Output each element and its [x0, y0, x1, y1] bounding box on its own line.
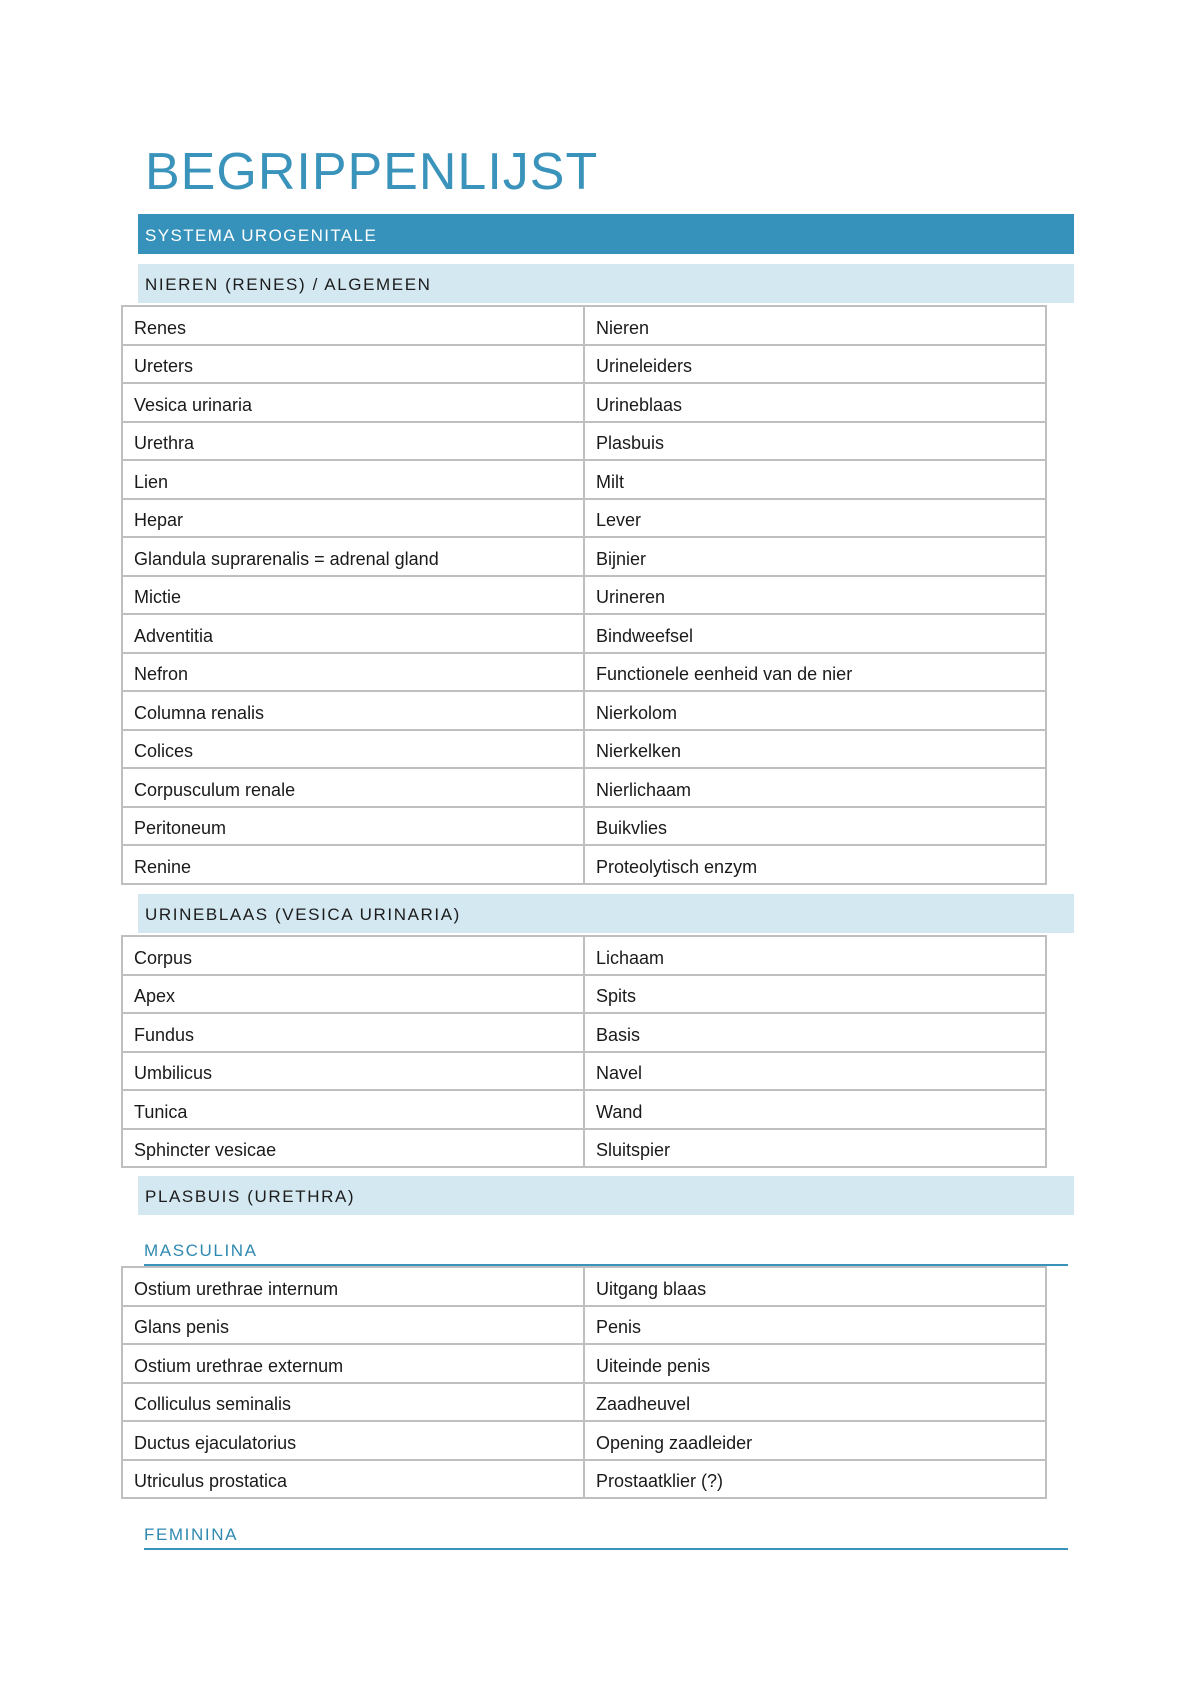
term-latin: Glans penis	[122, 1306, 584, 1345]
term-latin: Renes	[122, 306, 584, 345]
table-row	[122, 383, 1046, 422]
term-dutch: Milt	[584, 460, 1046, 499]
term-dutch: Wand	[584, 1090, 1046, 1129]
term-latin: Umbilicus	[122, 1052, 584, 1091]
table-row	[122, 1383, 1046, 1422]
term-latin: Urethra	[122, 422, 584, 461]
term-dutch: Navel	[584, 1052, 1046, 1091]
term-dutch: Uitgang blaas	[584, 1267, 1046, 1306]
term-latin: Ureters	[122, 345, 584, 384]
term-latin: Utriculus prostatica	[122, 1460, 584, 1499]
table-row	[122, 499, 1046, 538]
term-latin: Colliculus seminalis	[122, 1383, 584, 1422]
term-dutch: Lichaam	[584, 936, 1046, 975]
term-dutch: Spits	[584, 975, 1046, 1014]
term-latin: Hepar	[122, 499, 584, 538]
group-header-urineblaas: URINEBLAAS (VESICA URINARIA)	[138, 894, 1074, 933]
term-dutch: Sluitspier	[584, 1129, 1046, 1168]
term-latin: Nefron	[122, 653, 584, 692]
term-latin: Ductus ejaculatorius	[122, 1421, 584, 1460]
table-row	[122, 975, 1046, 1014]
table-row	[122, 614, 1046, 653]
term-dutch: Plasbuis	[584, 422, 1046, 461]
table-row	[122, 1460, 1046, 1499]
term-latin: Vesica urinaria	[122, 383, 584, 422]
group-header-plasbuis: PLASBUIS (URETHRA)	[138, 1176, 1074, 1215]
term-dutch: Urineblaas	[584, 383, 1046, 422]
term-latin: Mictie	[122, 576, 584, 615]
table-row	[122, 1421, 1046, 1460]
term-latin: Lien	[122, 460, 584, 499]
term-dutch: Nierlichaam	[584, 768, 1046, 807]
term-latin: Ostium urethrae internum	[122, 1267, 584, 1306]
term-latin: Renine	[122, 845, 584, 884]
terms-table-masculina	[121, 1266, 1047, 1499]
term-dutch: Functionele eenheid van de nier	[584, 653, 1046, 692]
term-dutch: Urineren	[584, 576, 1046, 615]
table-row	[122, 653, 1046, 692]
term-latin: Ostium urethrae externum	[122, 1344, 584, 1383]
group-header-nieren: NIEREN (RENES) / ALGEMEEN	[138, 264, 1074, 303]
term-latin: Corpusculum renale	[122, 768, 584, 807]
table-row	[122, 845, 1046, 884]
table-row	[122, 1306, 1046, 1345]
table-row	[122, 1267, 1046, 1306]
table-row	[122, 807, 1046, 846]
subsection-heading-masculina: MASCULINA	[144, 1240, 1068, 1266]
table-row	[122, 576, 1046, 615]
term-latin: Columna renalis	[122, 691, 584, 730]
table-row	[122, 422, 1046, 461]
subsection-heading-feminina: FEMININA	[144, 1524, 1068, 1550]
table-row	[122, 691, 1046, 730]
table-row	[122, 730, 1046, 769]
term-dutch: Opening zaadleider	[584, 1421, 1046, 1460]
term-dutch: Bijnier	[584, 537, 1046, 576]
table-row	[122, 1344, 1046, 1383]
term-dutch: Penis	[584, 1306, 1046, 1345]
term-dutch: Basis	[584, 1013, 1046, 1052]
term-dutch: Urineleiders	[584, 345, 1046, 384]
term-latin: Colices	[122, 730, 584, 769]
term-dutch: Buikvlies	[584, 807, 1046, 846]
term-dutch: Uiteinde penis	[584, 1344, 1046, 1383]
term-latin: Glandula suprarenalis = adrenal gland	[122, 537, 584, 576]
terms-table-nieren	[121, 305, 1047, 885]
table-row	[122, 537, 1046, 576]
term-dutch: Proteolytisch enzym	[584, 845, 1046, 884]
table-row	[122, 1013, 1046, 1052]
table-row	[122, 936, 1046, 975]
term-latin: Fundus	[122, 1013, 584, 1052]
term-dutch: Bindweefsel	[584, 614, 1046, 653]
term-dutch: Lever	[584, 499, 1046, 538]
term-latin: Adventitia	[122, 614, 584, 653]
table-row	[122, 460, 1046, 499]
table-row	[122, 1052, 1046, 1091]
term-dutch: Prostaatklier (?)	[584, 1460, 1046, 1499]
terms-table-urineblaas	[121, 935, 1047, 1168]
table-row	[122, 1129, 1046, 1168]
term-dutch: Nierkelken	[584, 730, 1046, 769]
term-dutch: Nieren	[584, 306, 1046, 345]
table-row	[122, 306, 1046, 345]
table-row	[122, 768, 1046, 807]
page-title: BEGRIPPENLIJST	[145, 143, 599, 201]
term-dutch: Zaadheuvel	[584, 1383, 1046, 1422]
term-latin: Tunica	[122, 1090, 584, 1129]
term-latin: Peritoneum	[122, 807, 584, 846]
term-latin: Apex	[122, 975, 584, 1014]
table-row	[122, 1090, 1046, 1129]
section-header-systema-urogenitale: SYSTEMA UROGENITALE	[138, 214, 1074, 254]
term-latin: Corpus	[122, 936, 584, 975]
term-dutch: Nierkolom	[584, 691, 1046, 730]
term-latin: Sphincter vesicae	[122, 1129, 584, 1168]
table-row	[122, 345, 1046, 384]
